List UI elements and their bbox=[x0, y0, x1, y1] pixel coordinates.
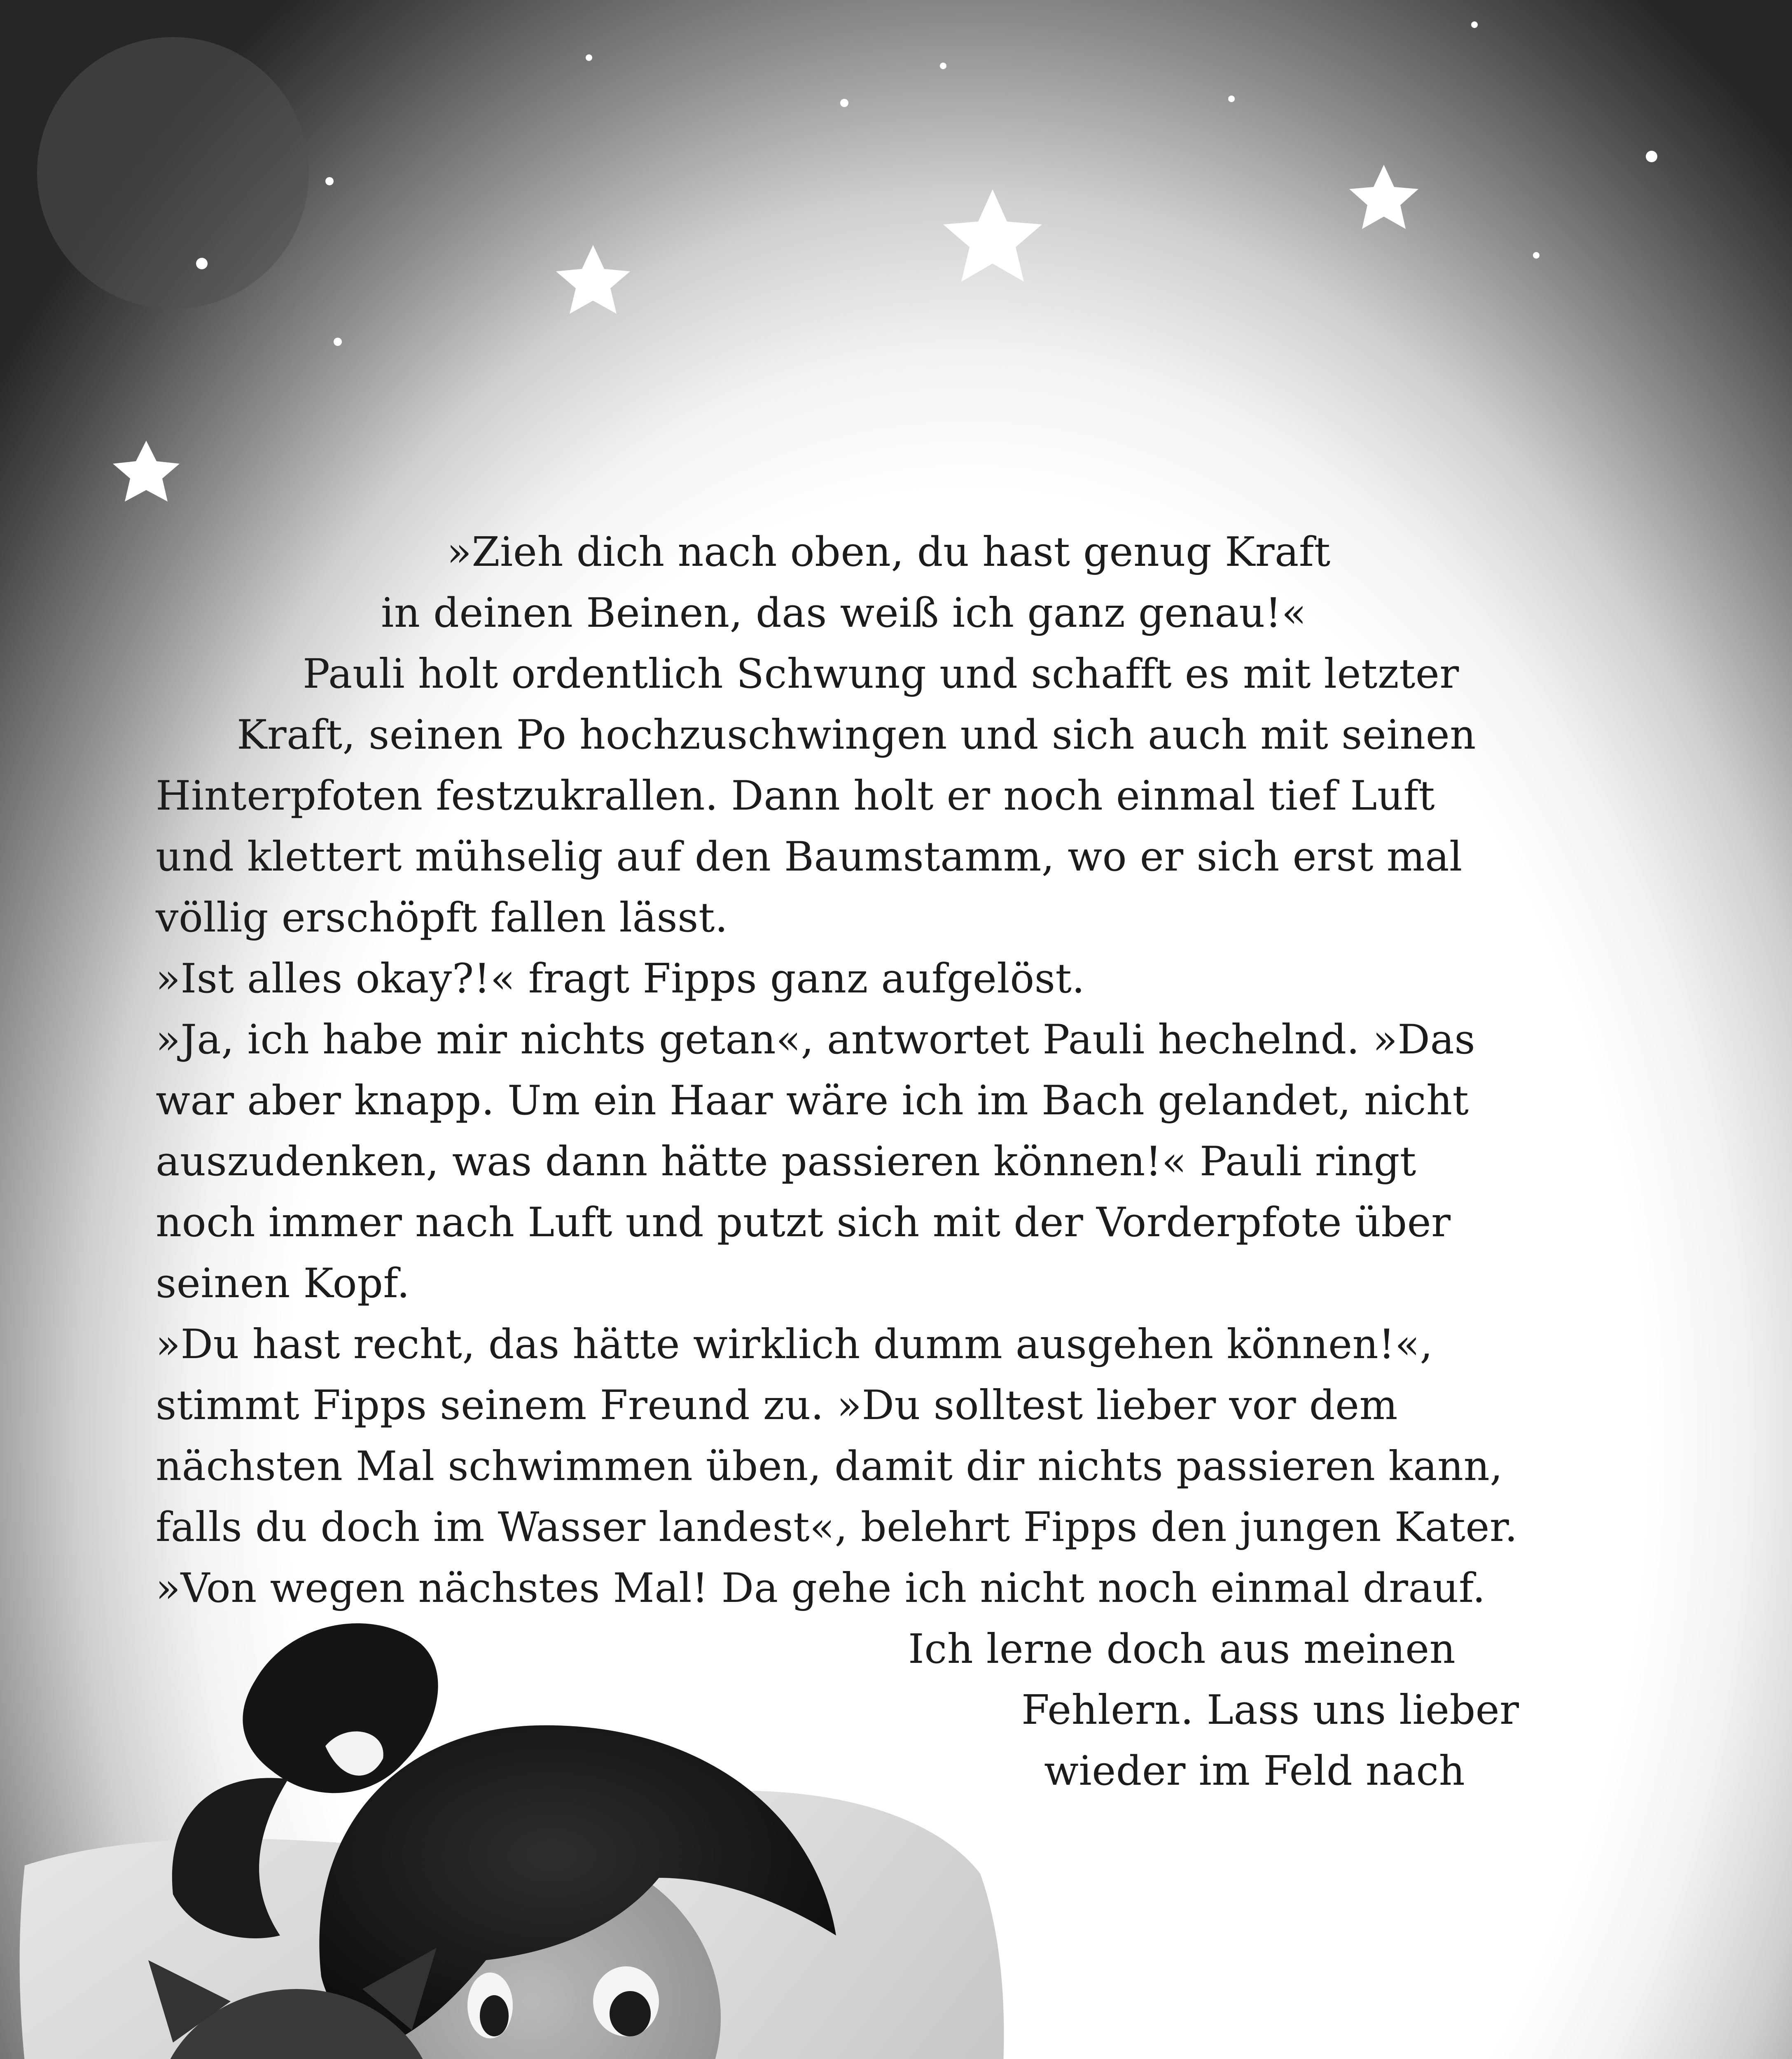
story-text-line: »Von wegen nächstes Mal! Da gehe ich nicht noch einmal drauf. bbox=[156, 1565, 1486, 1612]
star-icon bbox=[556, 245, 630, 314]
story-text-line: wieder im Feld nach bbox=[1044, 1748, 1465, 1795]
story-text-line: noch immer nach Luft und putzt sich mit der Vorderpfote über bbox=[156, 1199, 1451, 1246]
story-text-line: stimmt Fipps seinem Freund zu. »Du solltest lieber vor dem bbox=[156, 1382, 1398, 1429]
story-text-line: »Ja, ich habe mir nichts getan«, antwortet Pauli hechelnd. »Das bbox=[156, 1016, 1476, 1063]
story-text-line: Hinterpfoten festzukrallen. Dann holt er noch einmal tief Luft bbox=[156, 773, 1435, 819]
story-text-line: »Ist alles okay?!« fragt Fipps ganz aufgelöst. bbox=[156, 955, 1085, 1002]
story-text-line: völlig erschöpft fallen lässt. bbox=[156, 894, 728, 941]
story-text-line: Ich lerne doch aus meinen bbox=[908, 1626, 1456, 1673]
story-text-line: und klettert mühselig auf den Baumstamm, wo er sich erst mal bbox=[156, 833, 1463, 880]
moon-shape bbox=[37, 37, 309, 309]
story-text-line: seinen Kopf. bbox=[156, 1260, 410, 1307]
story-text-line: »Zieh dich nach oben, du hast genug Kraft bbox=[447, 529, 1331, 576]
story-text-line: auszudenken, was dann hätte passieren können!« Pauli ringt bbox=[156, 1138, 1416, 1185]
star-icon bbox=[1349, 165, 1418, 229]
star-icon bbox=[113, 441, 180, 502]
story-text-line: in deinen Beinen, das weiß ich ganz genau!« bbox=[381, 590, 1307, 637]
tiny-stars bbox=[196, 21, 1657, 346]
story-text-line: war aber knapp. Um ein Haar wäre ich im Bach gelandet, nicht bbox=[156, 1077, 1469, 1124]
story-text-line: Kraft, seinen Po hochzuschwingen und sich auch mit seinen bbox=[237, 712, 1476, 759]
story-text-line: Pauli holt ordentlich Schwung und schafft es mit letzter bbox=[303, 651, 1459, 698]
star-icon bbox=[943, 189, 1042, 282]
story-text-line: falls du doch im Wasser landest«, belehrt Fipps den jungen Kater. bbox=[156, 1504, 1518, 1551]
story-text-line: nächsten Mal schwimmen üben, damit dir nichts passieren kann, bbox=[156, 1443, 1503, 1490]
story-text-line: »Du hast recht, das hätte wirklich dumm ausgehen können!«, bbox=[156, 1321, 1433, 1368]
story-text-line: Fehlern. Lass uns lieber bbox=[1021, 1687, 1519, 1734]
